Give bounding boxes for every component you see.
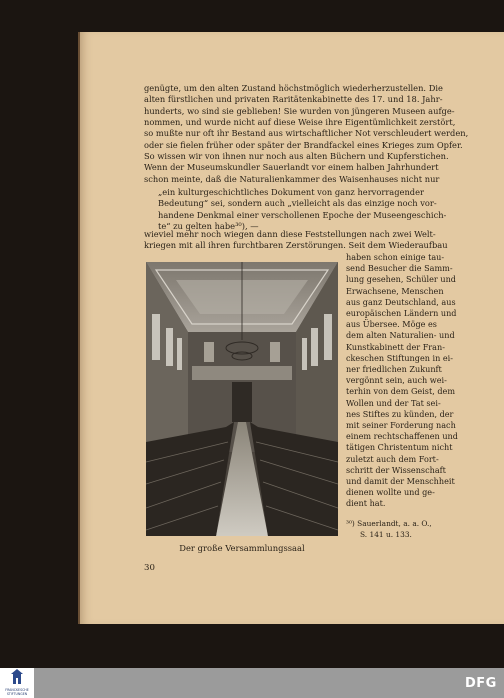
text-line: Erwachsene, Menschen: [346, 285, 444, 296]
text-line: Wenn der Museumskundler Sauerlandt vor einem halben Jahrhundert: [144, 162, 439, 173]
text-line: ckeschen Stiftungen in ei-: [346, 352, 454, 363]
text-line: mit seiner Forderung nach: [346, 420, 456, 431]
text-line: aus Übersee. Möge es: [346, 319, 437, 330]
main-paragraph: [144, 83, 469, 185]
dfg-logo[interactable]: DFG: [465, 676, 497, 691]
logo-emblem-icon: [0, 668, 34, 688]
text-line: send Besucher die Samm-: [346, 263, 453, 274]
text-line: oder sie fielen früher oder später der Brandfackel eines Krieges zum Opfer.: [144, 139, 463, 150]
text-line: Kunstkabinett der Fran-: [346, 341, 445, 352]
text-line: lung gesehen, Schüler und: [346, 274, 456, 285]
text-line: schritt der Wissenschaft: [346, 464, 446, 475]
text-line: hunderts, wo sind sie geblieben! Sie wurden von jüngeren Museen aufge-: [144, 105, 455, 116]
viewer-footer-bar: [0, 668, 504, 698]
text-line: nes Stiftes zu künden, der: [346, 408, 454, 419]
text-line: schon meinte, daß die Naturalienkammer des Waisenhauses nicht nur: [144, 173, 440, 184]
quote-line: handene Denkmal einer verschollenen Epoche der Museengeschich-: [158, 209, 447, 220]
text-line: wieviel mehr noch wiegen dann diese Feststellungen nach zwei Welt-: [144, 229, 436, 239]
text-line: und damit der Menschheit: [346, 476, 455, 487]
right-column-text: [346, 252, 458, 510]
logo-text-line: FRANCKESCHE: [5, 688, 29, 692]
text-line: kriegen mit all ihren furchtbaren Zerstörungen. Seit dem Wiederaufbau: [144, 240, 448, 251]
logo-caption: [1, 688, 33, 696]
photo-caption: Der große Versammlungssaal: [179, 543, 305, 553]
text-line: alten fürstlichen und privaten Raritätenkabinette des 17. und 18. Jahr-: [144, 94, 443, 105]
continuation-paragraph: [144, 229, 448, 252]
page-number: 30: [144, 563, 155, 573]
footnote: [346, 518, 448, 540]
text-line: haben schon einige tau-: [346, 252, 445, 262]
quote-line: te“ zu gelten habe³⁰), —: [158, 221, 259, 232]
text-line: dient hat.: [346, 498, 386, 509]
text-line: aus ganz Deutschland, aus: [346, 296, 456, 307]
footnote-line: ³⁰) Sauerlandt, a. a. O.,: [346, 519, 432, 528]
text-line: tätigen Christentum nicht: [346, 442, 453, 453]
text-line: nommen, und wurde nicht auf diese Weise ihre Eigentümlichkeit zerstört,: [144, 117, 456, 128]
text-line: ner friedlichen Zukunft: [346, 364, 442, 375]
logo-text-line: STIFTUNGEN: [6, 692, 28, 696]
quote-line: „ein kulturgeschichtliches Dokument von ganz hervorragender: [158, 187, 424, 197]
text-line: einem rechtschaffenen und: [346, 431, 458, 442]
text-line: terhin von dem Geist, dem: [346, 386, 455, 397]
text-line: genügte, um den alten Zustand höchstmöglich wiederherzustellen. Die: [144, 83, 443, 93]
text-line: dienen wollte und ge-: [346, 487, 435, 498]
block-quote: [158, 187, 448, 232]
text-line: dem alten Naturalien- und: [346, 330, 455, 341]
text-line: So wissen wir von ihnen nur noch aus alten Büchern und Kupferstichen.: [144, 151, 449, 162]
quote-line: Bedeutung“ sei, sondern auch „vielleicht als das einzige noch vor-: [158, 198, 437, 209]
text-line: zuletzt auch dem Fort-: [346, 453, 439, 464]
text-line: Wollen und der Tat sei-: [346, 397, 441, 408]
text-line: so mußte nur oft ihr Bestand aus wirtschaftlicher Not verschleudert werden,: [144, 128, 469, 139]
text-line: europäischen Ländern und: [346, 308, 457, 319]
assembly-hall-photo: [146, 262, 338, 536]
text-line: vergönnt sein, auch wei-: [346, 375, 447, 386]
footnote-line: S. 141 u. 133.: [360, 530, 412, 539]
